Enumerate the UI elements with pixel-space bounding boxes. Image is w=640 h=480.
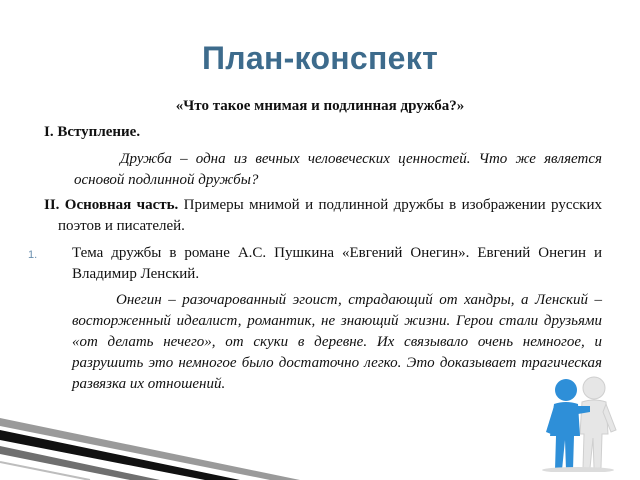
section-main-paragraph [44,195,602,237]
topic-list [28,243,602,285]
section-intro-heading: I. Вступление. [44,124,141,140]
list-number: 1. [28,249,38,261]
section-main [44,195,602,237]
two-friends-figure-icon [528,372,628,472]
section-main-text: Примеры мнимой и подлинной дружбы в изображении русских поэтов и писателей. [58,197,602,234]
section-intro-text: Дружба – одна из вечных человеческих ценностей. Что же является основой подлинной дружбы? [74,151,602,188]
page-title: План-конспект [201,40,439,76]
list-item-text: Тема дружбы в романе А.С. Пушкина «Евгений Онегин». Евгений Онегин и Владимир Ленский. [72,245,602,282]
section-main-heading: II. Основная часть. [44,197,179,213]
list-item [28,243,602,285]
list-item-detail: Онегин – разочарованный эгоист, страдающий от хандры, а Ленский – восторженный идеалист, романтик, не знающий жизни. Герои стали друзьями «от делать нечего», от скуки в деревне. Их связывало очень немногое, и разрушить это немногое было достаточно легко. Это доказывает трагическая развязка их отношений. [72,292,602,392]
page-subtitle: «Что такое мнимая и подлинная дружба?» [175,98,465,114]
